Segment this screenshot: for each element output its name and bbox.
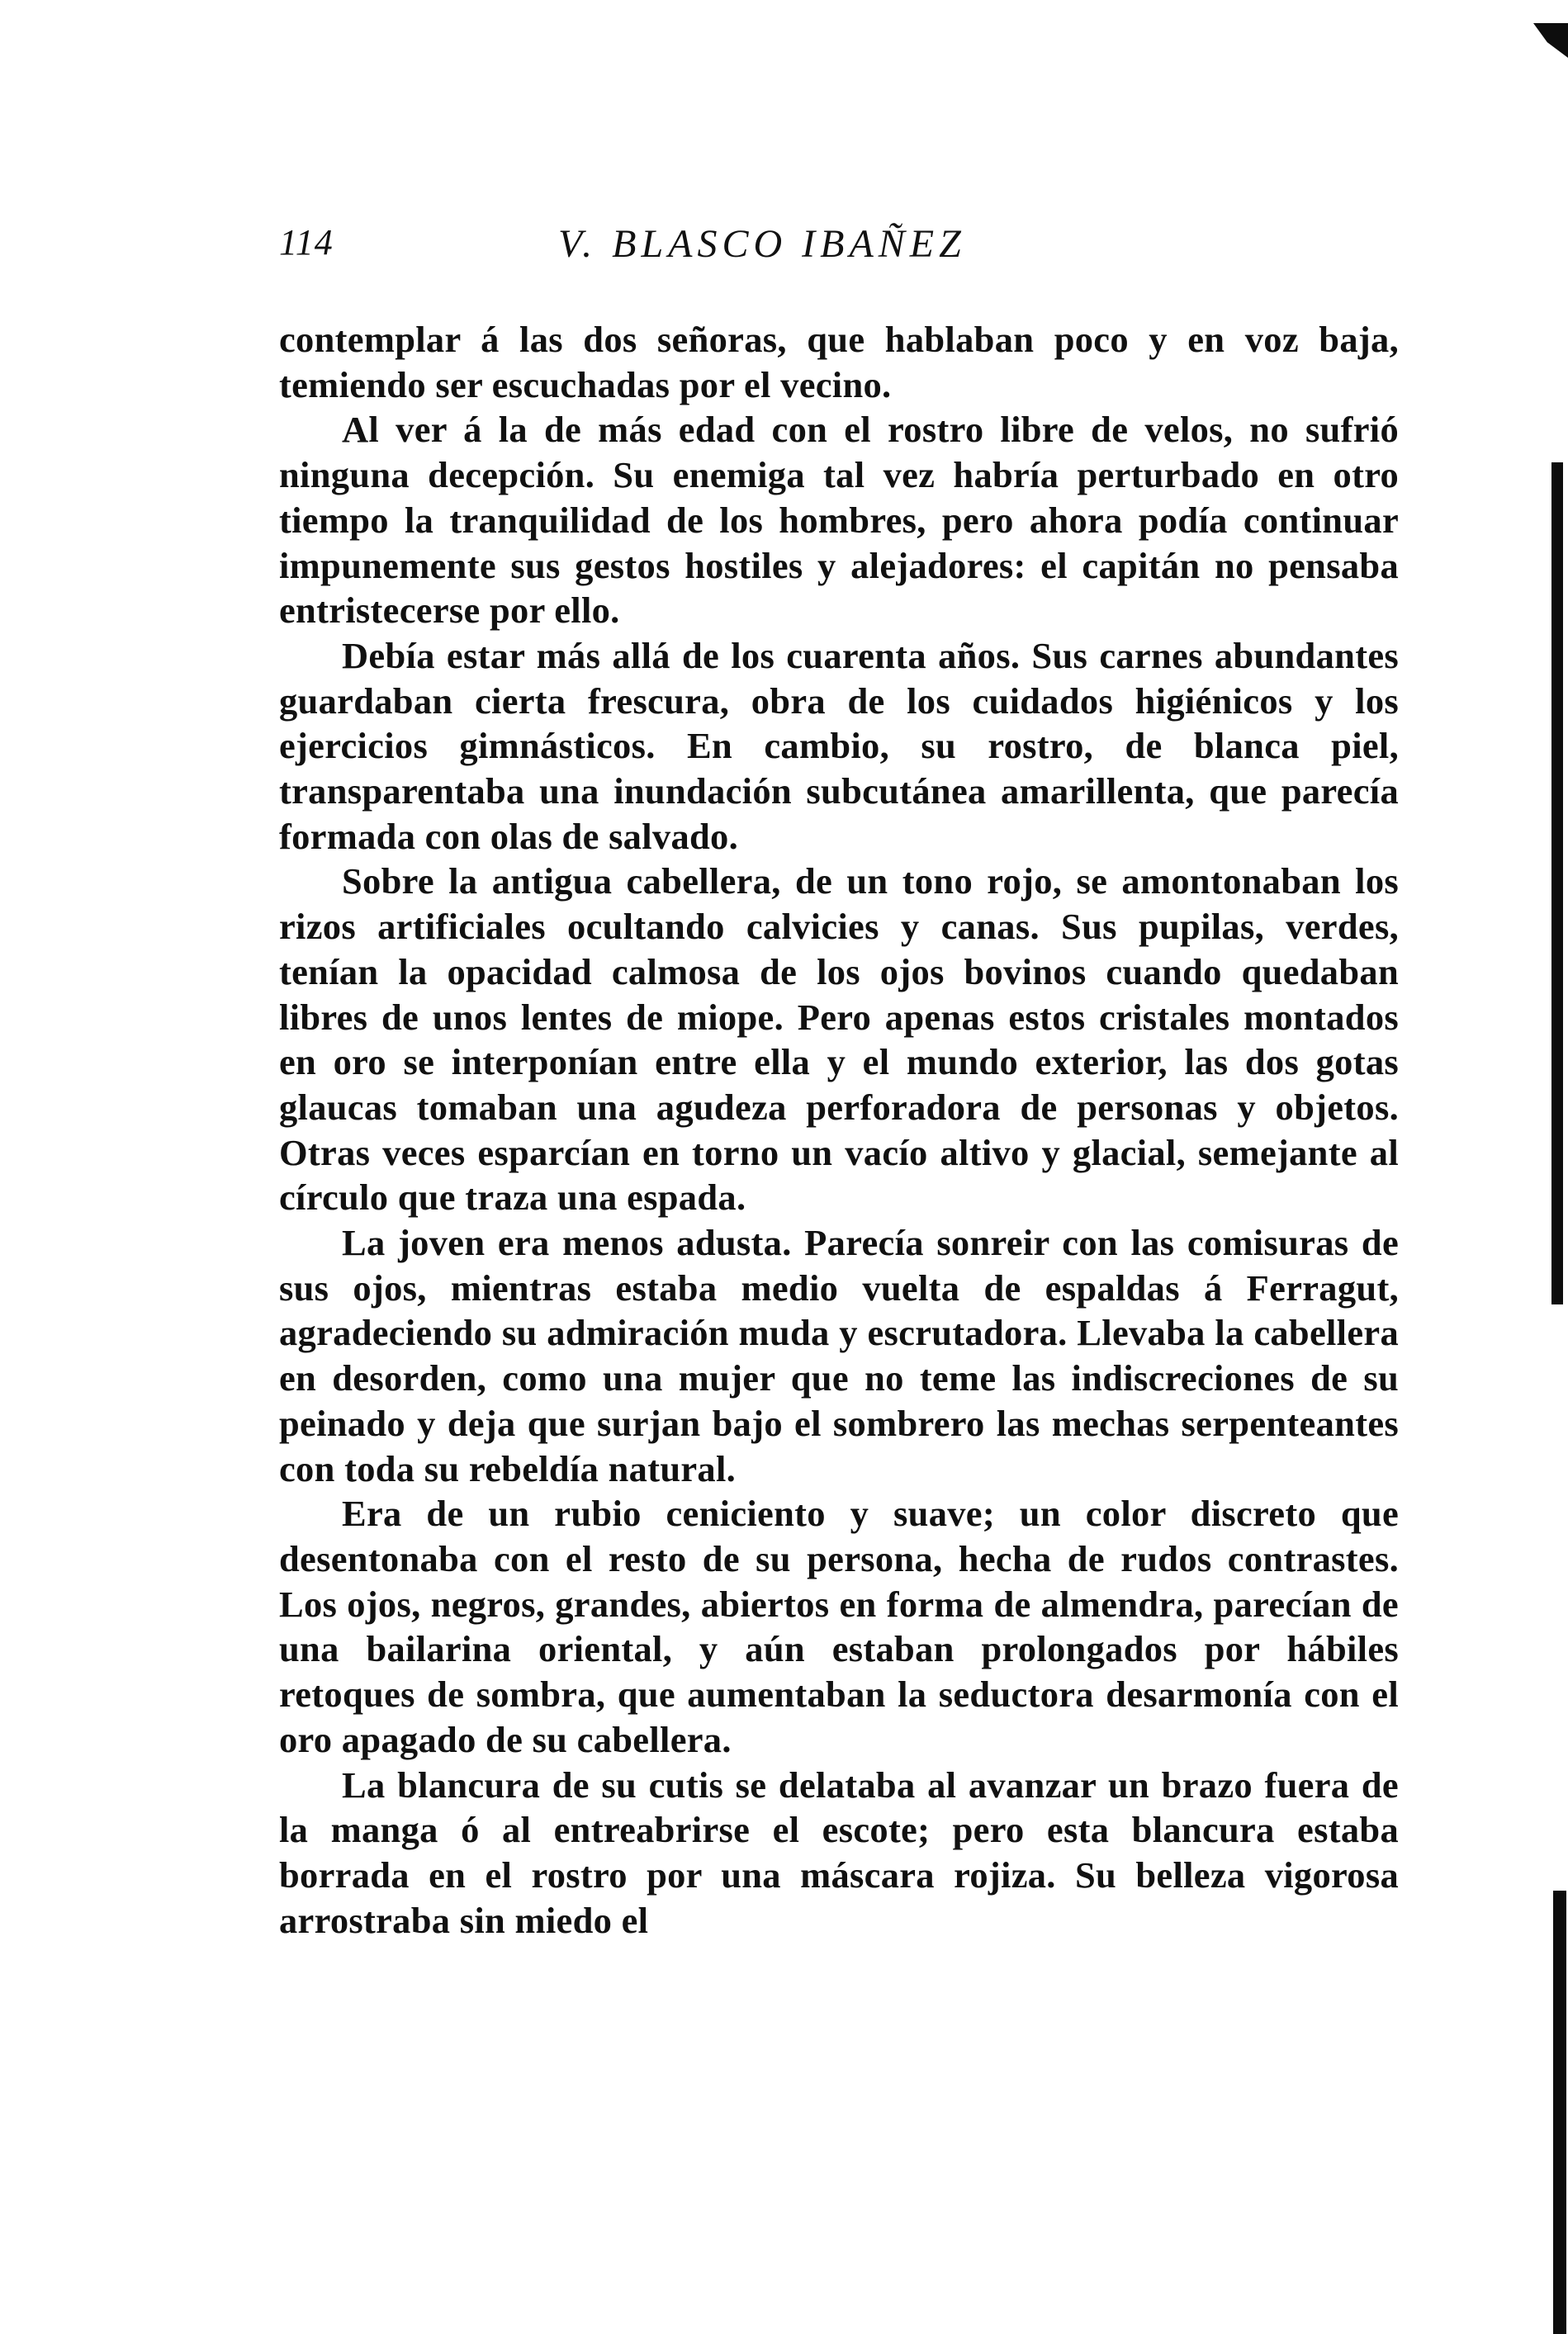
paragraph-3: Debía estar más allá de los cuarenta años. Sus carnes abundantes guardaban cierta frescura, obra de los cuidados higiénicos y los ejercicios gimnásticos. En cambio, su rostro, de blanca piel, transparentaba una inundación subcutánea amarillenta, que parecía formada con olas de salvado. [279, 634, 1399, 857]
paragraph-6: Era de un rubio ceniciento y suave; un color discreto que desentonaba con el resto de su persona, hecha de rudos contrastes. Los ojos, negros, grandes, abiertos en forma de almendra, parecían de una bailarina oriental, y aún estaban prolongados por hábiles retoques de sombra, que aumentaban la seductora desarmonía con el oro apagado de su cabellera. [279, 1493, 1399, 1760]
paragraph-2: Al ver á la de más edad con el rostro libre de velos, no sufrió ninguna decepción. Su enemiga tal vez habría perturbado en otro tiempo la tranquilidad de los hombres, pero ahora podía continuar impunemente sus gestos hostiles y alejadores: el capitán no pensaba entristecerse por ello. [279, 409, 1399, 632]
paragraph-5: La joven era menos adusta. Parecía sonreir con las comisuras de sus ojos, mientras estaba medio vuelta de espaldas á Ferragut, agradeciendo su admiración muda y escrutadora. Llevaba la cabellera en desorden, como una mujer que no teme las indiscreciones de su peinado y deja que surjan bajo el sombrero las mechas serpenteantes con toda su rebeldía natural. [279, 1222, 1399, 1489]
paragraph-1: contemplar á las dos señoras, que hablaban poco y en voz baja, temiendo ser escuchadas por el vecino. [279, 319, 1399, 405]
paragraph-7: La blancura de su cutis se delataba al avanzar un brazo fuera de la manga ó al entreabrirse el escote; pero esta blancura estaba borrada en el rostro por una máscara rojiza. Su belleza vigorosa arrostraba sin miedo el [279, 1764, 1399, 1941]
scan-edge-bar-middle [1551, 462, 1563, 1304]
scan-edge-bar-bottom [1553, 1891, 1566, 2334]
running-title: V. BLASCO IBAÑEZ [558, 222, 966, 266]
paragraph-4: Sobre la antigua cabellera, de un tono rojo, se amontonaban los rizos artificiales ocultando calvicies y canas. Sus pupilas, verdes, tenían la opacidad calmosa de los ojos bovinos cuando quedaban libres de unos lentes de miope. Pero apenas estos cristales montados en oro se interponían entre ella y el mundo exterior, las dos gotas glaucas tomaban una agudeza perforadora de personas y objetos. Otras veces esparcían en torno un vacío altivo y glacial, semejante al círculo que traza una espada. [279, 860, 1399, 1219]
page-number: 114 [279, 222, 334, 263]
running-header [279, 221, 1402, 287]
scan-edge-mark-top [1533, 23, 1568, 58]
body-text [279, 317, 1399, 1943]
